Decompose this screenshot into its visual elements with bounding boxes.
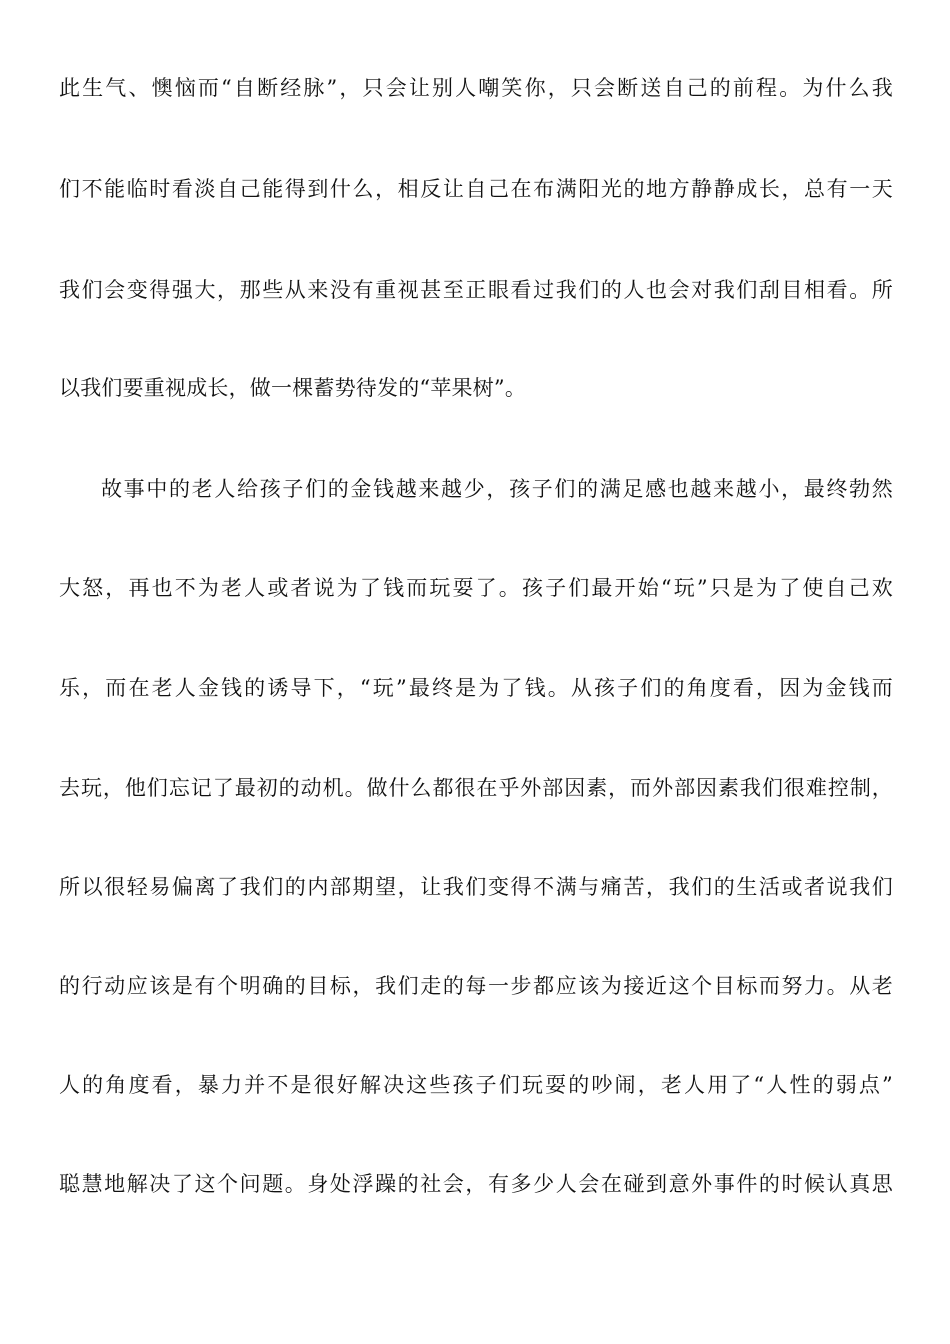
paragraph-1-line-1: 此生气、懊恼而“自断经脉”，只会让别人嘲笑你，只会断送自己的前程。为什么我 (59, 76, 893, 100)
paragraph-1-line-4: 以我们要重视成长，做一棵蓄势待发的“苹果树”。 (59, 376, 527, 400)
paragraph-2-line-3: 乐，而在老人金钱的诱导下，“玩”最终是为了钱。从孩子们的角度看，因为金钱而 (59, 676, 893, 700)
paragraph-2-line-4: 去玩，他们忘记了最初的动机。做什么都很在乎外部因素，而外部因素我们很难控制， (59, 776, 893, 800)
paragraph-1-line-3: 我们会变得强大，那些从来没有重视甚至正眼看过我们的人也会对我们刮目相看。所 (59, 278, 893, 302)
paragraph-1-line-2: 们不能临时看淡自己能得到什么，相反让自己在布满阳光的地方静静成长，总有一天 (59, 177, 893, 201)
paragraph-2-line-1: 故事中的老人给孩子们的金钱越来越少，孩子们的满足感也越来越小，最终勃然 (101, 477, 893, 501)
paragraph-2-line-2: 大怒，再也不为老人或者说为了钱而玩耍了。孩子们最开始“玩”只是为了使自己欢 (59, 576, 893, 600)
paragraph-2-line-8: 聪慧地解决了这个问题。身处浮躁的社会，有多少人会在碰到意外事件的时候认真思 (59, 1172, 893, 1196)
paragraph-2-line-7: 人的角度看，暴力并不是很好解决这些孩子们玩耍的吵闹，老人用了“人性的弱点” (59, 1073, 893, 1097)
paragraph-2-line-5: 所以很轻易偏离了我们的内部期望，让我们变得不满与痛苦，我们的生活或者说我们 (59, 875, 893, 899)
paragraph-2-line-6: 的行动应该是有个明确的目标，我们走的每一步都应该为接近这个目标而努力。从老 (59, 974, 893, 998)
